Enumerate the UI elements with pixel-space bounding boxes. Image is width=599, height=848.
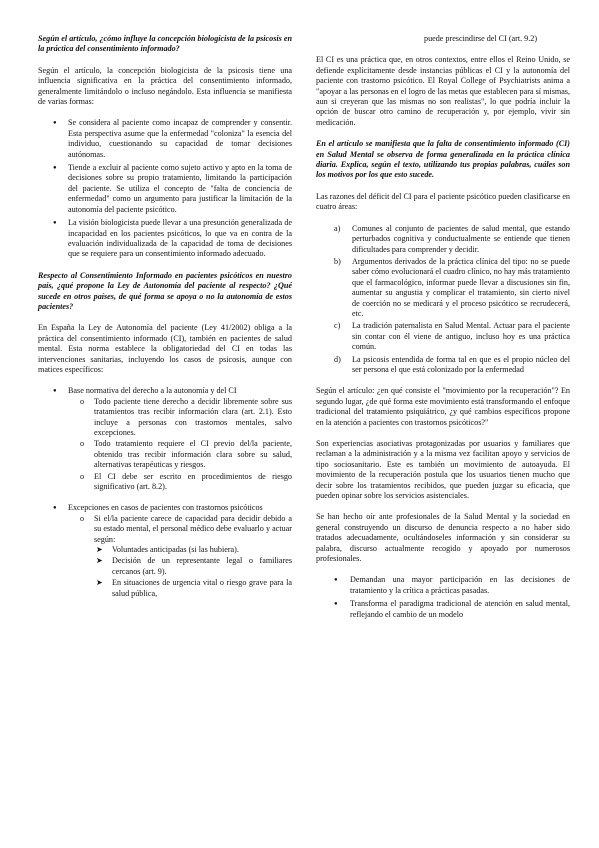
list-marker: c)	[334, 321, 341, 331]
continued-arrow-text: puede prescindirse del CI (art. 9.2)	[424, 34, 538, 43]
question-heading-2: Respecto al Consentimiento Informado en pacientes psicóticos en nuestro país, ¿qué propone la Ley de Autonomía del paciente al respecto? ¿Qué sucede en otros países, de qué forma se apoya o no la autonomía de estos pacientes?	[38, 270, 292, 311]
arrow-list-item: ➤ En situaciones de urgencia vital o riesgo grave para la salud pública,	[94, 578, 292, 599]
list-item-label: Base normativa del derecho a la autonomía y del CI	[68, 386, 237, 396]
bullet-list	[38, 118, 292, 259]
list-item-text: Argumentos derivados de la práctica clínica del tipo: no se puede saber cómo evolucionará el cuadro clínico, no hay más tratamiento que el farmacológico, informar puede llevar a discusiones sin fin, aumentar su angustia y complicar el tratamiento, sin cierto nivel de coerción no se medicará y el proceso psicótico se recrudecerá, etc.	[352, 256, 570, 318]
list-item-label: Excepciones en casos de pacientes con trastornos psicóticos	[68, 503, 263, 513]
arrow-list	[94, 545, 292, 599]
list-item: ● La visión biologicista puede llevar a una presunción generalizada de incapacidad en los pacientes psicóticos, lo que va en contra de la evaluación individualizada de la capacidad de toma de decisiones que se requiere para un consentimiento informado adecuado.	[38, 218, 292, 260]
sub-list	[68, 514, 292, 599]
arrow-list-item: ➤ Voluntades anticipadas (si las hubiera).	[94, 545, 292, 555]
list-item: ● Se considera al paciente como incapaz de comprender y consentir. Esta perspectiva asume que la enfermedad "coloniza" la esencia del individuo, cuestionando su capacidad de tomar decisiones autónomas.	[38, 118, 292, 160]
lettered-list-item	[316, 224, 570, 255]
question-heading-1: Según el artículo, ¿cómo influye la concepción biologicista de la psicosis en la práctica del consentimiento informado?	[38, 34, 292, 54]
left-column	[38, 34, 292, 610]
paragraph: Las razones del déficit del CI para el paciente psicótico pueden clasificarse en cuatro áreas:	[316, 191, 570, 212]
list-item: ● Transforma el paradigma tradicional de atención en salud mental, reflejando el cambio de un modelo	[316, 599, 570, 620]
paragraph: Son experiencias asociativas protagonizadas por usuarios y familiares que reclaman a la administración y a la misma vez facilitan apoyo y servicios de tipo sociosanitario. Este es también un movimiento de autoayuda. El movimiento de la recuperación postula que los usuarios tienen mucho que decir sobre los tratamientos recibidos, que pueden juzgar su eficacia, que pueden opinar sobre los servicios asistenciales.	[316, 439, 570, 501]
sub-list-item: o Todo paciente tiene derecho a decidir libremente sobre sus tratamientos tras recibir información clara (art. 2.1). Esto incluye a personas con trastornos mentales, salvo excepciones.	[68, 397, 292, 439]
arrow-list-item: ➤ Decisión de un representante legal o familiares cercanos (art. 9).	[94, 556, 292, 577]
right-column	[316, 34, 570, 631]
list-item-text: Comunes al conjunto de pacientes de salud mental, que estando perturbados cognitiva y conductualmente se entiende que tienen dificultades para comprender y decidir.	[352, 223, 570, 254]
bullet-list	[316, 575, 570, 620]
paragraph: El CI es una práctica que, en otros contextos, entre ellos el Reino Unido, se defiende explícitamente desde instancias públicas el CI y la autonomía del paciente con trastorno psicótico. El Royal College of Psychiatrists anima a "apoyar a las personas en el logro de las metas que establecen para sí mismas, aun si creyeran que las mismas no son realistas", lo que podría incluir la opción de buscar otro camino de recuperación y, por ejemplo, vivir sin medicación.	[316, 55, 570, 127]
sub-list	[68, 397, 292, 493]
bullet-list	[38, 386, 292, 599]
list-item-text: La psicosis entendida de forma tal en que es el propio núcleo del ser persona el que está colonizado por la enfermedad	[352, 354, 570, 374]
question-heading-3: En el artículo se manifiesta que la falta de consentimiento informado (CI) en Salud Mental se observa de forma generalizada en la práctica clínica diaria. Explica, según el texto, utilizando tus propias palabras, cuáles son los motivos por los que esto sucede.	[316, 139, 570, 180]
question-paragraph: Según el artículo: ¿en qué consiste el "movimiento por la recuperación"? En segundo lugar, ¿de qué forma este movimiento está transformando el enfoque tradicional del tratamiento psiquiátrico, ¿y qué cambios específicos propone en la atención a pacientes con trastornos psicóticos?"	[316, 386, 570, 427]
lettered-list	[316, 224, 570, 376]
list-item: ● Tiende a excluir al paciente como sujeto activo y apto en la toma de decisiones sobre su propio tratamiento, limitando la participación del paciente. Se utiliza el concepto de "falta de conciencia de enfermedad" como un argumento para justificar la limitación de la autonomía del paciente psicótico.	[38, 163, 292, 215]
sub-list-item-text: Si el/la paciente carece de capacidad para decidir debido a su estado mental, el personal médico debe evaluarlo y actuar según:	[94, 513, 292, 544]
paragraph: En España la Ley de Autonomía del paciente (Ley 41/2002) obliga a la práctica del consentimiento informado (CI), también en pacientes de salud mental. Esta norma establece la obligatoriedad del CI en todas las intervenciones sanitarias, incluyendo los casos de psicosis, aunque con matices específicos:	[38, 323, 292, 374]
list-marker: d)	[334, 354, 341, 364]
lettered-list-item	[316, 355, 570, 376]
list-marker: b)	[334, 256, 341, 266]
list-item	[38, 386, 292, 492]
lettered-list-item	[316, 257, 570, 319]
lettered-list-item	[316, 321, 570, 352]
paragraph: Según el artículo, la concepción biologicista de la psicosis tiene una influencia significativa en la práctica del consentimiento informado, generalmente limitándolo o incluso negándolo. Esta influencia se manifiesta de varias formas:	[38, 65, 292, 107]
sub-list-item	[68, 514, 292, 599]
sub-list-item: o Todo tratamiento requiere el CI previo del/la paciente, obtenido tras recibir información clara sobre su salud, alternativas terapéuticas y riesgos.	[68, 439, 292, 470]
list-item-text: La tradición paternalista en Salud Mental. Actuar para el paciente sin contar con él viene de antiguo, incluso hoy es una práctica común.	[352, 321, 570, 352]
sub-list-item: o El CI debe ser escrito en procedimientos de riesgo significativo (art. 8.2).	[68, 472, 292, 493]
list-marker: a)	[334, 223, 341, 233]
paragraph: Se han hecho oír ante profesionales de la Salud Mental y la sociedad en general construyendo un discurso de denuncia respecto a no haber sido tratados adecuadamente, ocultándoseles información y sin considerar su palabra, discurso actualmente recogido y apoyado por numerosos profesionales.	[316, 512, 570, 564]
list-item: ● Demandan una mayor participación en las decisiones de tratamiento y la crítica a prácticas pasadas.	[316, 575, 570, 596]
list-item	[38, 503, 292, 599]
